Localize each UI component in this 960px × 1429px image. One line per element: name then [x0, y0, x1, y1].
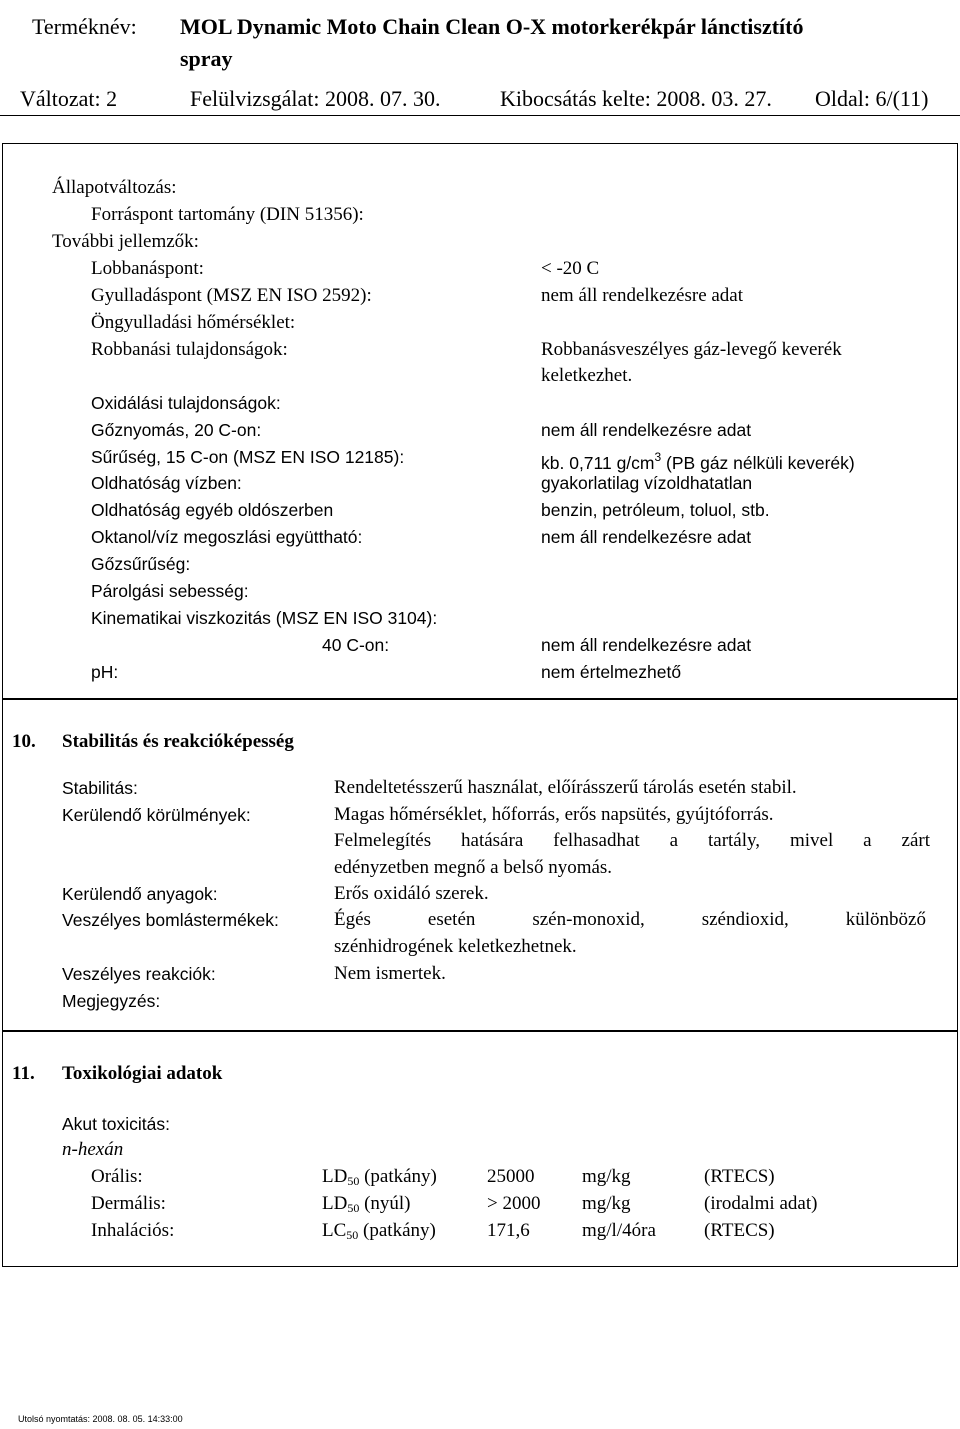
- octanol-label: Oktanol/víz megoszlási együttható:: [91, 527, 363, 547]
- unit-cell: mg/kg: [582, 1193, 631, 1214]
- water-solubility-value: gyakorlatilag vízoldhatatlan: [541, 473, 753, 493]
- explosive-value-line1: Robbanásveszélyes gáz-levegő keverék: [541, 339, 842, 360]
- source-cell: (RTECS): [704, 1220, 775, 1241]
- last-printed: Utolsó nyomtatás: 2008. 08. 05. 14:33:00: [18, 1414, 183, 1424]
- version: Változat: 2: [20, 86, 118, 111]
- solvent-solubility-value: benzin, petróleum, toluol, stb.: [541, 500, 770, 520]
- avoid-conditions-value-line1: Magas hőmérséklet, hőforrás, erős napsütés, gyújtóforrás.: [334, 804, 774, 825]
- autoignition-label: Öngyulladási hőmérséklet:: [91, 312, 296, 333]
- explosion-point-value: < -20 C: [541, 258, 600, 279]
- oxidizing-label: Oxidálási tulajdonságok:: [91, 393, 281, 413]
- hazardous-reactions-value: Nem ismertek.: [334, 963, 446, 984]
- value-cell: 25000: [487, 1166, 535, 1187]
- ph-value: nem értelmezhető: [541, 662, 682, 682]
- section10-title: Stabilitás és reakcióképesség: [62, 731, 294, 752]
- explosive-value-line2: keletkezhet.: [541, 365, 633, 386]
- density-label: Sűrűség, 15 C-on (MSZ EN ISO 12185):: [91, 447, 405, 467]
- section11-title: Toxikológiai adatok: [62, 1063, 223, 1084]
- route-cell: Dermális:: [91, 1193, 166, 1214]
- vapour-pressure-value: nem áll rendelkezésre adat: [541, 420, 752, 440]
- remark-label: Megjegyzés:: [62, 991, 161, 1011]
- route-cell: Orális:: [91, 1166, 143, 1187]
- value-cell: > 2000: [487, 1193, 541, 1214]
- explosion-point-label: Lobbanáspont:: [91, 258, 204, 279]
- avoid-conditions-label: Kerülendő körülmények:: [62, 805, 251, 825]
- ph-label: pH:: [91, 662, 119, 682]
- decomposition-label: Veszélyes bomlástermékek:: [62, 910, 279, 930]
- source-cell: (irodalmi adat): [704, 1193, 818, 1214]
- route-cell: Inhalációs:: [91, 1220, 175, 1241]
- flash-point-value: nem áll rendelkezésre adat: [541, 285, 744, 306]
- solvent-solubility-label: Oldhatóság egyéb oldószerben: [91, 500, 334, 520]
- octanol-value: nem áll rendelkezésre adat: [541, 527, 752, 547]
- explosive-label: Robbanási tulajdonságok:: [91, 339, 288, 360]
- vapour-density-label: Gőzsűrűség:: [91, 554, 191, 574]
- unit-cell: mg/l/4óra: [582, 1220, 656, 1241]
- further-properties-label: További jellemzők:: [52, 231, 199, 252]
- water-solubility-label: Oldhatóság vízben:: [91, 473, 242, 493]
- vapour-pressure-label: Gőznyomás, 20 C-on:: [91, 420, 262, 440]
- stability-label: Stabilitás:: [62, 778, 138, 798]
- product-name-line2: spray: [180, 46, 233, 71]
- unit-cell: mg/kg: [582, 1166, 631, 1187]
- header-label: Terméknév:: [32, 14, 137, 39]
- acute-toxicity-label: Akut toxicitás:: [62, 1114, 170, 1134]
- decomposition-value-line1: Égés esetén szén-monoxid, széndioxid, különböző: [334, 909, 926, 930]
- test-cell: $LD_{50}$ (patkány): [322, 1166, 437, 1188]
- avoid-conditions-value-line3: edényzetben megnő a belső nyomás.: [334, 857, 613, 878]
- state-change-label: Állapotváltozás:: [52, 177, 177, 198]
- boiling-range-label: Forráspont tartomány (DIN 51356):: [91, 204, 364, 225]
- flash-point-label: Gyulladáspont (MSZ EN ISO 2592):: [91, 285, 372, 306]
- section10-number: 10.: [12, 731, 36, 752]
- avoid-materials-value: Erős oxidáló szerek.: [334, 883, 489, 904]
- evaporation-label: Párolgási sebesség:: [91, 581, 249, 601]
- test-cell: $LC_{50}$ (patkány): [322, 1220, 436, 1242]
- product-name-line1: MOL Dynamic Moto Chain Clean O-X motorkerékpár lánctisztító: [180, 14, 804, 39]
- issue-date: Kibocsátás kelte: 2008. 03. 27.: [500, 86, 772, 111]
- source-cell: (RTECS): [704, 1166, 775, 1187]
- section11-number: 11.: [12, 1063, 35, 1084]
- substance-name: n-hexán: [62, 1139, 124, 1160]
- density-value: kb. 0,711 $g/cm^3$ (PB gáz nélküli keverék): [541, 450, 855, 473]
- viscosity-40-label: 40 C-on:: [322, 635, 390, 655]
- header-divider: [0, 115, 960, 116]
- stability-value: Rendeltetésszerű használat, előírásszerű tárolás esetén stabil.: [334, 777, 797, 798]
- viscosity-40-value: nem áll rendelkezésre adat: [541, 635, 752, 655]
- viscosity-label: Kinematikai viszkozitás (MSZ EN ISO 3104):: [91, 608, 438, 628]
- decomposition-value-line2: szénhidrogének keletkezhetnek.: [334, 936, 577, 957]
- revision-date: Felülvizsgálat: 2008. 07. 30.: [190, 86, 441, 111]
- test-cell: $LD_{50}$ (nyúl): [322, 1193, 411, 1215]
- page-number: Oldal: 6/(11): [815, 86, 929, 111]
- value-cell: 171,6: [487, 1220, 530, 1241]
- avoid-materials-label: Kerülendő anyagok:: [62, 884, 218, 904]
- avoid-conditions-value-line2: Felmelegítés hatására felhasadhat a tartály, mivel a zárt: [334, 830, 930, 851]
- hazardous-reactions-label: Veszélyes reakciók:: [62, 964, 216, 984]
